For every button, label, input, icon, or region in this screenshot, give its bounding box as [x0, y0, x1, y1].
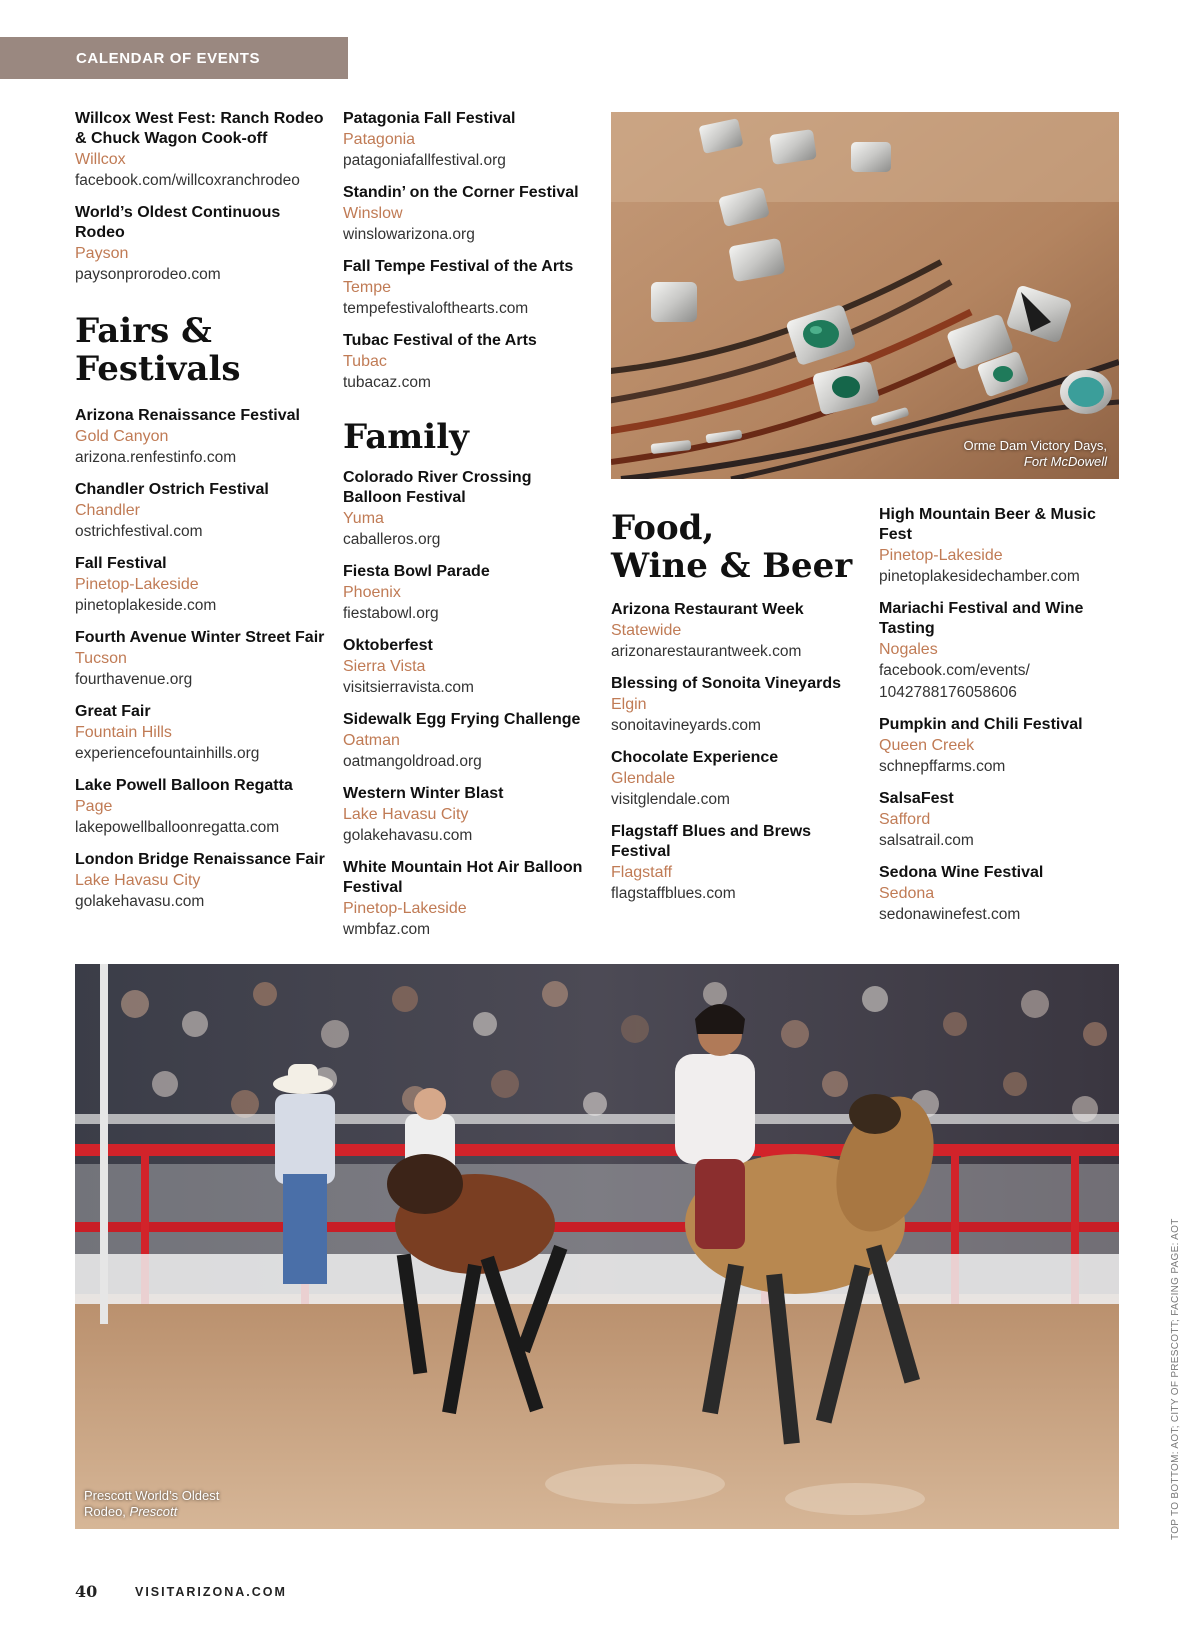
event-url[interactable]: visitsierravista.com — [343, 679, 474, 696]
caption-line-2b: Prescott — [129, 1504, 178, 1519]
event-item — [343, 183, 593, 246]
event-name: World’s Oldest Continuous Rodeo — [75, 204, 281, 241]
event-item — [343, 858, 593, 941]
event-item — [343, 710, 593, 773]
event-location: Yuma — [343, 510, 384, 527]
event-item — [879, 715, 1129, 778]
title-line-2: Festivals — [75, 349, 241, 389]
food-event-list-left — [611, 600, 856, 905]
fairs-event-list — [75, 406, 325, 913]
event-url[interactable]: arizonarestaurantweek.com — [611, 643, 802, 660]
event-location: Tubac — [343, 353, 387, 370]
event-location: Lake Havasu City — [343, 806, 469, 823]
event-location: Safford — [879, 811, 931, 828]
rodeo-photo-caption — [84, 1488, 219, 1520]
column-3 — [611, 600, 856, 916]
event-item — [879, 599, 1129, 704]
rodeo-photo — [75, 964, 1119, 1529]
event-item — [75, 554, 325, 617]
event-name: Standin’ on the Corner Festival — [343, 184, 579, 201]
event-name: Chocolate Experience — [611, 749, 779, 766]
event-url[interactable]: salsatrail.com — [879, 832, 974, 849]
event-location: Phoenix — [343, 584, 401, 601]
section-title-family: Family — [343, 417, 469, 457]
event-url[interactable]: facebook.com/events/ 1042788176058606 — [879, 662, 1030, 701]
event-item — [75, 203, 325, 286]
event-name: Pumpkin and Chili Festival — [879, 716, 1083, 733]
fairs-festivals-section — [75, 312, 325, 913]
event-item — [343, 468, 593, 551]
event-location: Glendale — [611, 770, 676, 787]
caption-line-2a: Rodeo, — [84, 1504, 130, 1519]
rodeo-illustration — [75, 964, 1119, 1529]
section-header-bar — [0, 37, 348, 79]
event-url[interactable]: schnepffarms.com — [879, 758, 1006, 775]
event-name: Fall Tempe Festival of the Arts — [343, 258, 574, 275]
event-name: Chandler Ostrich Festival — [75, 481, 269, 498]
event-name: SalsaFest — [879, 790, 954, 807]
event-name: Willcox West Fest: Ranch Rodeo & Chuck Wagon Cook-off — [75, 110, 324, 147]
event-url[interactable]: oatmangoldroad.org — [343, 753, 482, 770]
event-item — [343, 562, 593, 625]
event-name: Tubac Festival of the Arts — [343, 332, 537, 349]
event-location: Oatman — [343, 732, 400, 749]
event-location: Tempe — [343, 279, 392, 296]
column-4 — [879, 505, 1129, 937]
event-name: Colorado River Crossing Balloon Festival — [343, 469, 532, 506]
event-name: White Mountain Hot Air Balloon Festival — [343, 859, 583, 896]
event-url[interactable]: experiencefountainhills.org — [75, 745, 260, 762]
event-url[interactable]: flagstaffblues.com — [611, 885, 736, 902]
event-item — [879, 863, 1129, 926]
event-location: Pinetop-Lakeside — [879, 547, 1003, 564]
event-location: Chandler — [75, 502, 140, 519]
event-name: London Bridge Renaissance Fair — [75, 851, 325, 868]
event-location: Willcox — [75, 151, 126, 168]
event-location: Elgin — [611, 696, 647, 713]
section-title-fairs — [75, 312, 325, 388]
event-item — [75, 628, 325, 691]
event-location: Tucson — [75, 650, 127, 667]
event-url[interactable]: arizona.renfestinfo.com — [75, 449, 237, 466]
event-location: Payson — [75, 245, 129, 262]
event-url[interactable]: caballeros.org — [343, 531, 441, 548]
event-location: Statewide — [611, 622, 682, 639]
event-location: Fountain Hills — [75, 724, 172, 741]
event-url[interactable]: tubacaz.com — [343, 374, 431, 391]
event-item — [75, 776, 325, 839]
event-item — [343, 784, 593, 847]
event-name: Mariachi Festival and Wine Tasting — [879, 600, 1084, 637]
col1-top-events — [75, 109, 325, 286]
event-url[interactable]: facebook.com/willcoxranchrodeo — [75, 172, 300, 189]
event-url[interactable]: tempefestivalofthearts.com — [343, 300, 529, 317]
event-name: Western Winter Blast — [343, 785, 504, 802]
event-location: Page — [75, 798, 113, 815]
event-url[interactable]: visitglendale.com — [611, 791, 730, 808]
title-line-2: Wine & Beer — [611, 546, 853, 586]
page-number: 40 — [75, 1582, 98, 1601]
event-name: High Mountain Beer & Music Fest — [879, 506, 1096, 543]
event-url[interactable]: golakehavasu.com — [343, 827, 473, 844]
event-url[interactable]: golakehavasu.com — [75, 893, 205, 910]
event-name: Sidewalk Egg Frying Challenge — [343, 711, 581, 728]
event-location: Sedona — [879, 885, 935, 902]
event-item — [343, 636, 593, 699]
photo-credit: TOP TO BOTTOM: AOT; CITY OF PRESCOTT; FACING PAGE: AOT — [1170, 1218, 1181, 1540]
event-item — [75, 480, 325, 543]
event-item — [75, 850, 325, 913]
column-2 — [343, 109, 593, 952]
event-name: Patagonia Fall Festival — [343, 110, 516, 127]
event-url[interactable]: fourthavenue.org — [75, 671, 193, 688]
event-name: Oktoberfest — [343, 637, 433, 654]
event-item — [611, 674, 856, 737]
event-url[interactable]: patagoniafallfestival.org — [343, 152, 506, 169]
event-item — [879, 505, 1129, 588]
event-location: Lake Havasu City — [75, 872, 201, 889]
food-event-list-right — [879, 505, 1129, 926]
event-location: Gold Canyon — [75, 428, 169, 445]
event-location: Winslow — [343, 205, 403, 222]
event-item — [75, 109, 325, 192]
event-name: Arizona Renaissance Festival — [75, 407, 300, 424]
site-url: VISITARIZONA.COM — [135, 1585, 287, 1599]
event-location: Patagonia — [343, 131, 416, 148]
event-url[interactable]: ostrichfestival.com — [75, 523, 203, 540]
event-name: Lake Powell Balloon Regatta — [75, 777, 293, 794]
jewelry-illustration — [611, 112, 1119, 479]
event-location: Pinetop-Lakeside — [343, 900, 467, 917]
title-line-1: Food, — [611, 508, 715, 548]
event-name: Great Fair — [75, 703, 151, 720]
event-location: Queen Creek — [879, 737, 975, 754]
event-item — [611, 748, 856, 811]
event-url[interactable]: sedonawinefest.com — [879, 906, 1021, 923]
event-item — [611, 600, 856, 663]
event-url[interactable]: sonoitavineyards.com — [611, 717, 761, 734]
event-item — [611, 822, 856, 905]
bolo-tie-jewelry-photo — [611, 112, 1119, 479]
event-item — [343, 331, 593, 394]
title-line-1: Fairs & — [75, 311, 212, 351]
family-event-list — [343, 468, 593, 941]
event-location: Pinetop-Lakeside — [75, 576, 199, 593]
section-label: CALENDAR OF EVENTS — [76, 49, 261, 67]
family-section — [343, 418, 593, 941]
caption-line-1: Orme Dam Victory Days, — [963, 438, 1107, 453]
event-url[interactable]: winslowarizona.org — [343, 226, 475, 243]
event-location: Nogales — [879, 641, 938, 658]
event-url[interactable]: pinetoplakeside.com — [75, 597, 217, 614]
col2-top-events — [343, 109, 593, 394]
event-url[interactable]: paysonprorodeo.com — [75, 266, 221, 283]
event-name: Sedona Wine Festival — [879, 864, 1044, 881]
caption-line-1: Prescott World’s Oldest — [84, 1488, 220, 1503]
event-item — [343, 257, 593, 320]
event-name: Fall Festival — [75, 555, 167, 572]
column-1 — [75, 109, 325, 924]
event-location: Sierra Vista — [343, 658, 426, 675]
event-name: Arizona Restaurant Week — [611, 601, 804, 618]
event-url[interactable]: pinetoplakesidechamber.com — [879, 568, 1080, 585]
event-location: Flagstaff — [611, 864, 673, 881]
jewelry-photo-caption — [963, 438, 1107, 470]
event-name: Fiesta Bowl Parade — [343, 563, 490, 580]
event-name: Blessing of Sonoita Vineyards — [611, 675, 841, 692]
event-url[interactable]: wmbfaz.com — [343, 921, 430, 938]
event-item — [879, 789, 1129, 852]
event-item — [75, 406, 325, 469]
event-item — [343, 109, 593, 172]
event-name: Flagstaff Blues and Brews Festival — [611, 823, 812, 860]
section-title-food — [611, 509, 852, 585]
event-name: Fourth Avenue Winter Street Fair — [75, 629, 325, 646]
event-url[interactable]: lakepowellballoonregatta.com — [75, 819, 280, 836]
event-url[interactable]: fiestabowl.org — [343, 605, 439, 622]
caption-line-2: Fort McDowell — [1023, 454, 1107, 469]
event-item — [75, 702, 325, 765]
